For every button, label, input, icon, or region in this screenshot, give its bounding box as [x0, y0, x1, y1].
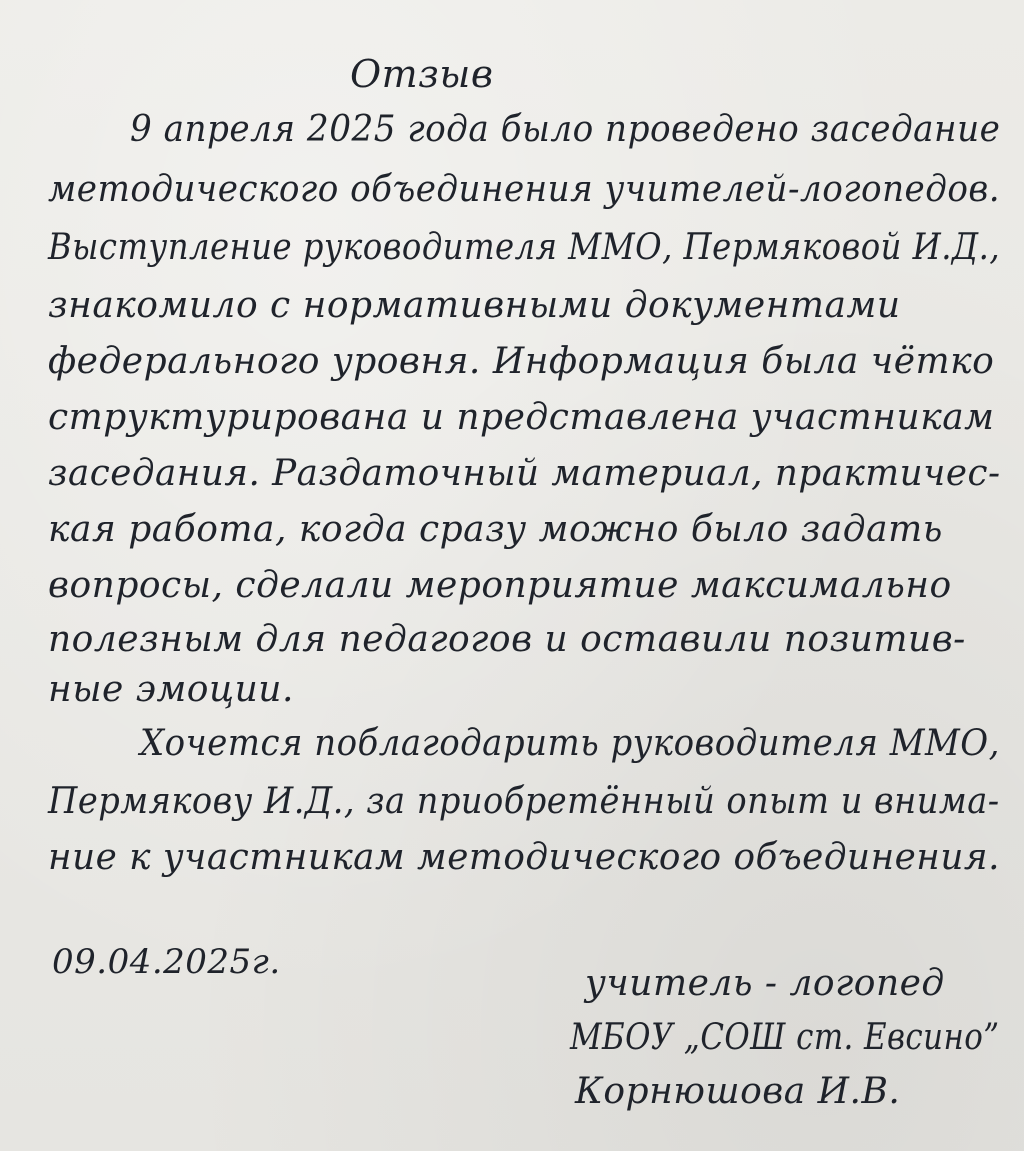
text-line: знакомило с нормативными документами [48, 285, 901, 326]
text-line: методического объединения учителей-логопедов. [48, 169, 1001, 210]
text-line: Пермякову И.Д., за приобретённый опыт и внима- [48, 781, 1000, 822]
text-line: заседания. Раздаточный материал, практичес- [48, 453, 1001, 494]
text-line: 9 апреля 2025 года было проведено заседание [130, 109, 1001, 150]
signature-position: учитель - логопед [585, 963, 945, 1004]
text-line: вопросы, сделали мероприятие максимально [48, 565, 952, 606]
text-line: федерального уровня. Информация была чётко [48, 341, 995, 382]
document-title: Отзыв [350, 52, 494, 96]
signature-name: Корнюшова И.В. [575, 1071, 901, 1112]
text-line: кая работа, когда сразу можно было задать [48, 509, 943, 550]
signature-organization: МБОУ „СОШ ст. Евсино” [570, 1017, 1000, 1058]
text-line: Выступление руководителя ММО, Пермяковой И.Д., [48, 227, 1001, 268]
text-line: ные эмоции. [48, 669, 294, 710]
text-line: ние к участникам методического объединения. [48, 837, 1000, 878]
text-line: структурирована и представлена участникам [48, 397, 995, 438]
text-line: Хочется поблагодарить руководителя ММО, [140, 723, 1000, 764]
document-date: 09.04.2025г. [52, 942, 281, 982]
text-line: полезным для педагогов и оставили позитив- [48, 619, 966, 660]
